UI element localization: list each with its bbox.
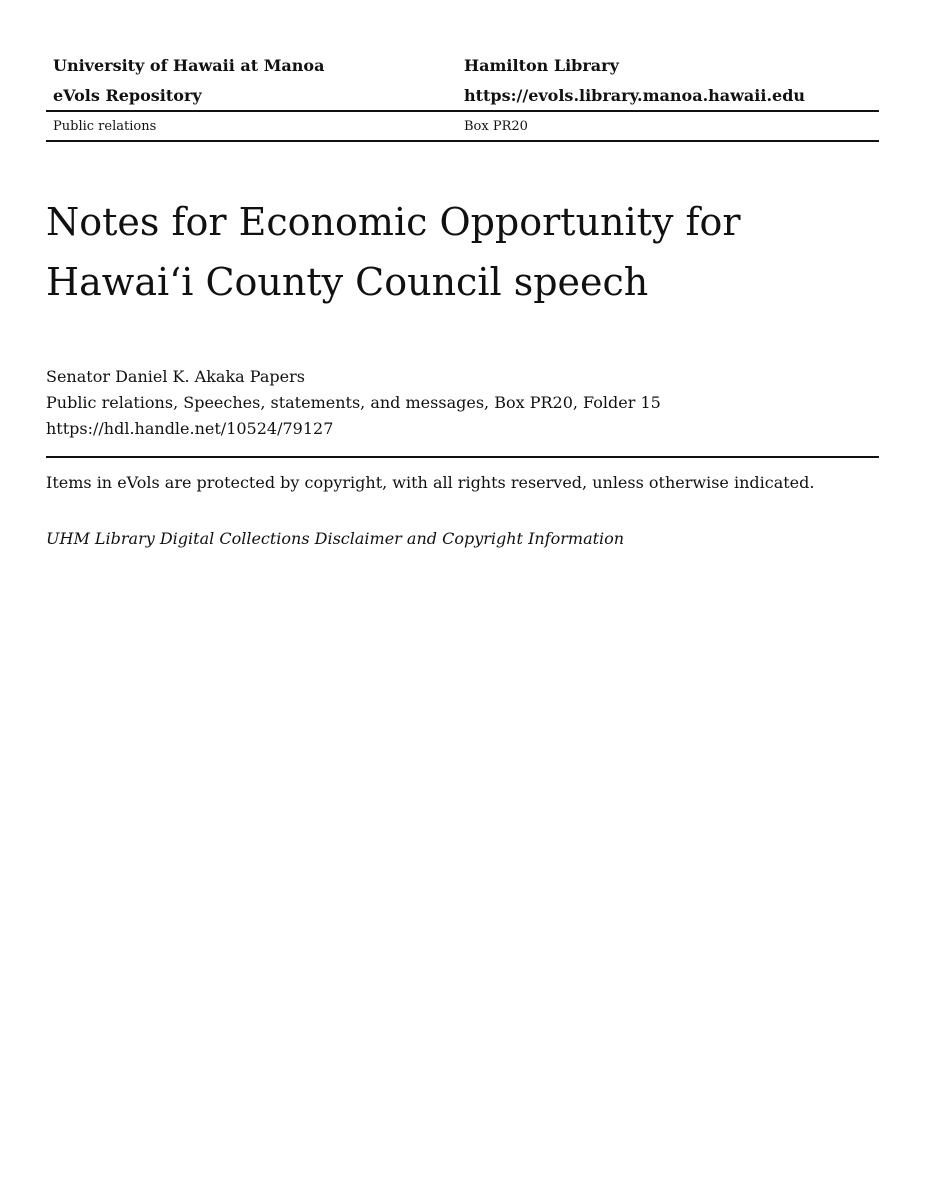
title-line-2: Hawai‘i County Council speech (46, 260, 649, 304)
document-title (46, 192, 879, 312)
series-label: Public relations (53, 118, 157, 134)
disclaimer-link[interactable]: UHM Library Digital Collections Disclaimer and Copyright Information (46, 529, 625, 548)
box-label: Box PR20 (464, 118, 528, 134)
repository-url-link[interactable]: https://evols.library.manoa.hawaii.edu (464, 85, 806, 105)
library-name: Hamilton Library (464, 55, 619, 75)
header-row-2 (46, 80, 879, 110)
cover-page (46, 50, 879, 552)
title-line-1: Notes for Economic Opportunity for (46, 200, 741, 244)
folder-location: Public relations, Speeches, statements, and messages, Box PR20, Folder 15 (46, 393, 661, 412)
repository-name: eVols Repository (53, 85, 202, 105)
metadata-divider (46, 456, 879, 458)
header-row-3 (46, 112, 879, 140)
header-table (46, 50, 879, 142)
institution-name: University of Hawaii at Manoa (53, 55, 325, 75)
header-bottom-divider (46, 140, 879, 142)
document-metadata (46, 364, 879, 442)
handle-link[interactable]: https://hdl.handle.net/10524/79127 (46, 419, 334, 438)
header-row-1 (46, 50, 879, 80)
copyright-statement: Items in eVols are protected by copyright, with all rights reserved, unless otherwise indicated. (46, 473, 815, 492)
collection-name: Senator Daniel K. Akaka Papers (46, 367, 305, 386)
